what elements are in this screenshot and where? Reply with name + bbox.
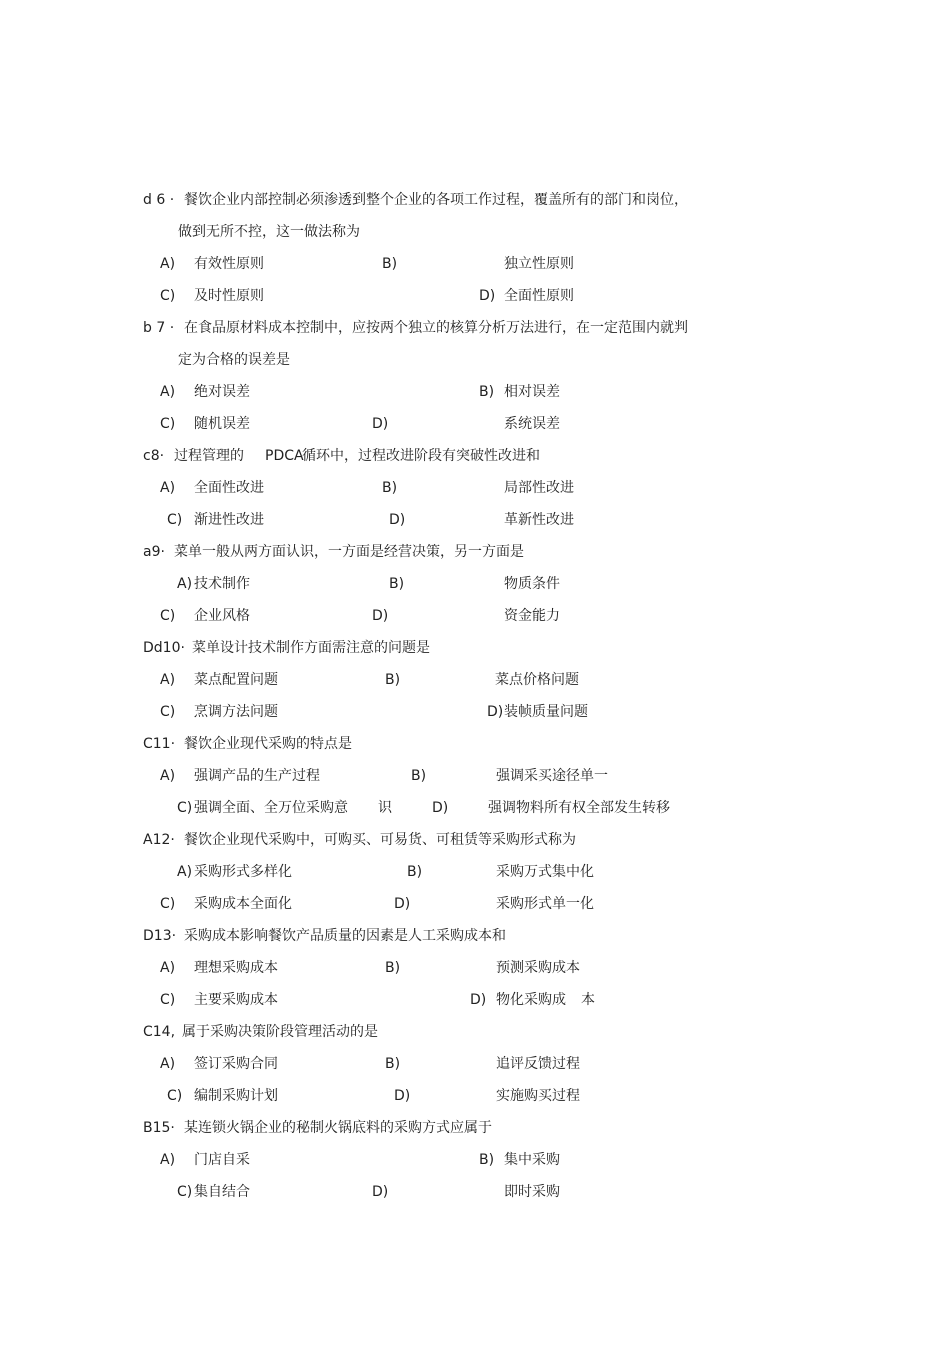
option-text: 装帧质量问题	[504, 704, 588, 720]
option-text: 菜点价格问题	[495, 672, 579, 688]
option-label: D)	[487, 704, 504, 720]
option-label: C)	[167, 512, 183, 528]
option-text: 全面性原则	[504, 288, 574, 304]
option-label: B)	[385, 1056, 401, 1072]
option-label: B)	[479, 384, 495, 400]
option-label: D)	[372, 416, 389, 432]
question-stem: 餐饮企业现代采购中，可购买、可易货、可租赁等采购形式称为	[184, 832, 576, 848]
option-text: 革新性改进	[504, 512, 574, 528]
option-text: 集自结合	[194, 1184, 250, 1200]
question-number: C11·	[143, 736, 176, 752]
option-text: 预测采购成本	[496, 960, 580, 976]
option-text: 系统误差	[504, 416, 560, 432]
option-text-tail: 识	[378, 800, 392, 816]
option-text: 企业风格	[194, 608, 250, 624]
option-text: 主要采购成本	[194, 992, 278, 1008]
question-stem: 做到无所不控，这一做法称为	[178, 224, 360, 240]
option-label: A)	[160, 1056, 176, 1072]
question-stem: 餐饮企业内部控制必须渗透到整个企业的各项工作过程，覆盖所有的部门和岗位，	[184, 192, 688, 208]
option-label: C)	[177, 800, 193, 816]
question-number: B15·	[143, 1120, 175, 1136]
option-label: C)	[160, 896, 176, 912]
option-text: 及时性原则	[194, 288, 264, 304]
option-text: 集中采购	[504, 1152, 560, 1168]
option-label: A)	[160, 672, 176, 688]
option-text: 物质条件	[504, 576, 560, 592]
option-text: 菜点配置问题	[194, 672, 278, 688]
option-text: 烹调方法问题	[194, 704, 278, 720]
option-label: B)	[411, 768, 427, 784]
question-stem: 属于采购决策阶段管理活动的是	[182, 1024, 378, 1040]
option-label: A)	[160, 384, 176, 400]
option-text: 采购形式多样化	[194, 864, 292, 880]
option-label: C)	[177, 1184, 193, 1200]
question-number: C14,	[143, 1024, 176, 1040]
question-number: D13·	[143, 928, 177, 944]
question-stem: 采购成本影响餐饮产品质量的因素是人工采购成本和	[184, 928, 506, 944]
option-label: A)	[160, 256, 176, 272]
question-stem: 定为合格的误差是	[178, 352, 290, 368]
option-text: 渐进性改进	[194, 512, 264, 528]
option-label: C)	[160, 416, 176, 432]
question-stem: 菜单设计技术制作方面需注意的问题是	[192, 640, 430, 656]
option-label: A)	[177, 864, 193, 880]
option-text: 局部性改进	[504, 480, 574, 496]
option-text: 独立性原则	[504, 256, 574, 272]
option-label: B)	[479, 1152, 495, 1168]
option-text: 强调物料所有权全部发生转移	[488, 800, 670, 816]
option-text: 门店自采	[194, 1152, 250, 1168]
option-label: A)	[160, 480, 176, 496]
option-text: 追评反馈过程	[496, 1056, 580, 1072]
question-number: c8·	[143, 448, 165, 464]
option-label: C)	[160, 704, 176, 720]
option-label: B)	[385, 960, 401, 976]
option-text: 相对误差	[504, 384, 560, 400]
option-label: A)	[160, 768, 176, 784]
question-number: a9·	[143, 544, 165, 560]
option-text: 即时采购	[504, 1184, 560, 1200]
option-text-tail: 本	[581, 992, 595, 1008]
question-stem: 循环中，过程改进阶段有突破性改进和	[302, 448, 540, 464]
option-label: D)	[432, 800, 449, 816]
option-label: D)	[394, 896, 411, 912]
option-label: C)	[160, 992, 176, 1008]
option-text: 强调采买途径单一	[496, 768, 608, 784]
option-text: 采购万式集中化	[496, 864, 594, 880]
option-label: D)	[372, 608, 389, 624]
option-text: 采购成本全面化	[194, 896, 292, 912]
option-label: B)	[389, 576, 405, 592]
question-stem: PDCA	[265, 448, 304, 464]
option-label: B)	[382, 480, 398, 496]
question-stem: 某连锁火锅企业的秘制火锅底料的采购方式应属于	[184, 1120, 492, 1136]
option-label: D)	[394, 1088, 411, 1104]
option-text: 物化采购成	[496, 992, 566, 1008]
question-stem: 菜单一般从两方面认识，一方面是经营决策，另一方面是	[174, 544, 524, 560]
option-text: 签订采购合同	[194, 1056, 278, 1072]
question-number: A12·	[143, 832, 175, 848]
question-number: d 6 ·	[143, 192, 175, 208]
option-text: 实施购买过程	[496, 1088, 580, 1104]
option-label: A)	[177, 576, 193, 592]
question-stem: 在食品原材料成本控制中，应按两个独立的核算分析万法进行，在一定范围内就判	[184, 320, 688, 336]
option-label: B)	[382, 256, 398, 272]
option-label: C)	[167, 1088, 183, 1104]
option-text: 技术制作	[194, 576, 250, 592]
option-text: 有效性原则	[194, 256, 264, 272]
option-label: B)	[385, 672, 401, 688]
option-label: C)	[160, 288, 176, 304]
option-text: 编制采购计划	[194, 1088, 278, 1104]
question-number: b 7 ·	[143, 320, 175, 336]
option-label: A)	[160, 1152, 176, 1168]
option-text: 理想采购成本	[194, 960, 278, 976]
question-stem: 过程管理的	[174, 448, 244, 464]
option-label: C)	[160, 608, 176, 624]
option-text: 采购形式单一化	[496, 896, 594, 912]
option-text: 全面性改进	[194, 480, 264, 496]
option-label: A)	[160, 960, 176, 976]
option-text: 随机误差	[194, 416, 250, 432]
option-label: D)	[372, 1184, 389, 1200]
option-label: B)	[407, 864, 423, 880]
option-label: D)	[389, 512, 406, 528]
question-number: Dd10·	[143, 640, 185, 656]
option-label: D)	[470, 992, 487, 1008]
option-label: D)	[479, 288, 496, 304]
question-stem: 餐饮企业现代采购的特点是	[184, 736, 352, 752]
option-text: 强调产品的生产过程	[194, 768, 320, 784]
option-text: 资金能力	[504, 608, 560, 624]
option-text: 绝对误差	[194, 384, 250, 400]
option-text: 强调全面、全万位采购意	[194, 800, 348, 816]
